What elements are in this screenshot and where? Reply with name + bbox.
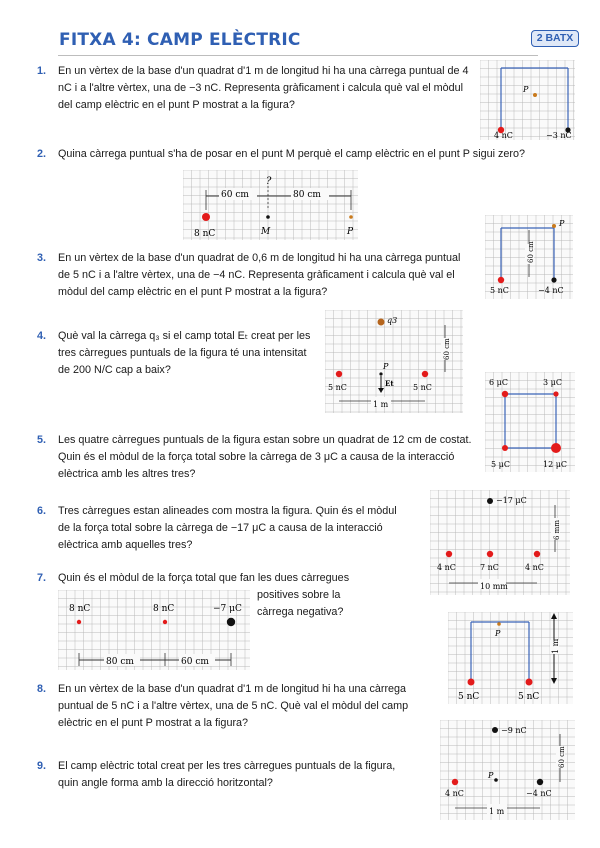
question-text: En un vèrtex de la base d'un quadrat d'1 m de longitud hi ha una càrrega puntual de 4 nC i a l'altre vèrtex, una de −3 nC. Representa gràficament i calcula què val el mòdul del camp elèctric en el punt P mostrat a la figura? xyxy=(58,65,469,112)
charge-positive xyxy=(163,620,167,624)
charge-positive xyxy=(498,277,504,283)
question-text: Quina càrrega puntual s'ha de posar en el punt M perquè el camp elèctric en el punt P sigui zero? xyxy=(58,148,526,160)
charge-label: −4 nC xyxy=(526,789,552,798)
question-9 xyxy=(37,758,418,792)
question-1 xyxy=(37,63,470,115)
charge-label: −9 nC xyxy=(501,726,527,735)
charge-q3 xyxy=(378,319,385,326)
charge-positive xyxy=(452,779,458,785)
charge-negative xyxy=(537,779,543,785)
charge-label: 8 nC xyxy=(69,604,91,614)
charge-label: 8 nC xyxy=(194,229,216,239)
charge-label: −7 μC xyxy=(213,604,242,614)
charge-positive xyxy=(502,391,508,397)
charge-negative xyxy=(492,727,498,733)
charge-positive xyxy=(77,620,81,624)
base-label: 10 mm xyxy=(480,582,508,591)
figure-2 xyxy=(183,170,358,240)
point-p-label: P xyxy=(495,629,501,638)
point-p-label: P xyxy=(488,771,494,780)
charge-positive xyxy=(202,213,210,221)
charge-label: 4 nC xyxy=(437,563,456,572)
question-mark: ? xyxy=(266,176,272,187)
charge-label: 5 nC xyxy=(490,286,509,295)
question-number: 6. xyxy=(37,505,47,517)
height-label: 6 mm xyxy=(553,520,561,540)
figure-line xyxy=(325,310,463,413)
point-m-label: M xyxy=(261,227,271,237)
charge-label: 6 μC xyxy=(489,378,508,387)
charge-positive xyxy=(487,551,493,557)
field-label: Et xyxy=(385,379,394,388)
figure-4 xyxy=(325,310,463,413)
figure-5 xyxy=(485,372,575,472)
charge-positive xyxy=(534,551,540,557)
charge-label: 5 nC xyxy=(458,692,480,702)
question-number: 1. xyxy=(37,65,47,77)
charge-label: 3 μC xyxy=(543,378,562,387)
title-divider xyxy=(58,55,538,56)
charge-label: −3 nC xyxy=(546,131,572,140)
charge-label: 5 μC xyxy=(491,460,510,469)
point-p-label: P xyxy=(347,227,354,237)
charge-label: 4 nC xyxy=(445,789,464,798)
charge-label: 7 nC xyxy=(480,563,499,572)
question-number: 5. xyxy=(37,434,47,446)
level-badge: 2 BATX xyxy=(531,30,579,47)
charge-negative xyxy=(487,498,493,504)
point-p-dot xyxy=(533,93,537,97)
charge-positive xyxy=(502,445,508,451)
question-number: 9. xyxy=(37,760,47,772)
charge-positive xyxy=(468,679,475,686)
charge-label: 4 nC xyxy=(494,131,513,140)
charge-positive xyxy=(526,679,533,686)
point-p-dot xyxy=(497,622,501,626)
charge-positive xyxy=(553,391,558,396)
question-5 xyxy=(37,432,488,484)
charge-label: −4 nC xyxy=(538,286,564,295)
question-text: El camp elèctric total creat per les tres càrregues puntuals de la figura, quin angle forma amb la direcció horitzontal? xyxy=(58,760,396,790)
figure-3 xyxy=(485,215,573,299)
figure-9 xyxy=(440,720,575,820)
point-p-dot xyxy=(494,778,498,782)
base-label: 1 m xyxy=(489,807,505,816)
question-4 xyxy=(37,328,320,380)
question-number: 4. xyxy=(37,330,47,342)
charge-positive xyxy=(551,443,561,453)
point-m-dot xyxy=(266,215,270,219)
distance-label: 80 cm xyxy=(293,190,321,200)
question-number: 3. xyxy=(37,252,47,264)
charge-label: 5 nC xyxy=(413,383,432,392)
side-label: 1 m xyxy=(551,638,560,654)
distance-label: 60 cm xyxy=(181,657,209,667)
base-label: 1 m xyxy=(373,400,389,409)
figure-7 xyxy=(58,590,250,670)
charge-q3-label: q3 xyxy=(387,316,398,325)
figure-1 xyxy=(480,60,575,140)
distance-label: 60 cm xyxy=(221,190,249,200)
charge-negative xyxy=(551,277,556,282)
charge-label: 8 nC xyxy=(153,604,175,614)
point-p-label: P xyxy=(523,85,529,94)
question-number: 2. xyxy=(37,148,47,160)
question-text: Quin és el mòdul de la força total que fan les dues càrregues xyxy=(58,572,350,584)
charge-label: 5 nC xyxy=(518,692,540,702)
height-label: 60 cm xyxy=(443,338,451,360)
height-label: 60 cm xyxy=(558,746,566,768)
question-text: Tres càrregues estan alineades com mostra la figura. Quin és el mòdul de la força total sobre la càrrega de −17 μC a causa de la interacció elèctrica amb aquelles tres? xyxy=(58,505,397,552)
question-number: 7. xyxy=(37,572,47,584)
question-3 xyxy=(37,250,470,302)
point-p-dot xyxy=(552,224,556,228)
charge-label: 12 μC xyxy=(543,460,568,469)
figure-6 xyxy=(430,490,570,595)
question-7 xyxy=(37,570,398,587)
question-8 xyxy=(37,681,418,733)
side-label: 60 cm xyxy=(527,241,535,263)
point-p-label: P xyxy=(559,219,565,228)
charge-positive xyxy=(446,551,452,557)
charge-label: −17 μC xyxy=(496,496,527,505)
charge-positive xyxy=(336,371,342,377)
point-p-dot xyxy=(379,372,382,375)
page-title: FITXA 4: CAMP ELÈCTRIC xyxy=(59,30,301,50)
charge-positive xyxy=(422,371,428,377)
charge-label: 4 nC xyxy=(525,563,544,572)
charge-label: 5 nC xyxy=(328,383,347,392)
question-6 xyxy=(37,503,410,555)
question-2 xyxy=(37,146,558,163)
charge-negative xyxy=(227,618,235,626)
question-text: Les quatre càrregues puntuals de la figura estan sobre un quadrat de 12 cm de costat. Quin és el mòdul de la força total sobre la càrrega de 3 μC a causa de la interacció elèctrica amb les altres tres? xyxy=(58,434,472,481)
figure-8 xyxy=(448,612,573,704)
distance-label: 80 cm xyxy=(106,657,134,667)
question-text: En un vèrtex de la base d'un quadrat de 0,6 m de longitud hi ha una càrrega puntual de 5 nC i a l'altre vèrtex, una de −4 nC. Representa gràficament i calcula què val el mòdul del camp elèctric en el punt P mostrat a la figura? xyxy=(58,252,461,299)
point-p-dot xyxy=(349,215,353,219)
question-7-continued xyxy=(257,587,357,621)
point-p-label: P xyxy=(383,362,389,371)
question-text: En un vèrtex de la base d'un quadrat d'1 m de longitud hi ha una càrrega puntual de 5 nC i a l'altre vèrtex, una de 5 nC. Què val el mòdul del camp elèctric en el punt P mostrat a la figura? xyxy=(58,683,409,730)
question-text: Què val la càrrega q₃ si el camp total Eₜ creat per les tres càrregues puntuals de la figura té una intensitat de 200 N/C cap a baix? xyxy=(58,330,311,377)
question-text: positives sobre la càrrega negativa? xyxy=(257,589,344,619)
question-number: 8. xyxy=(37,683,47,695)
